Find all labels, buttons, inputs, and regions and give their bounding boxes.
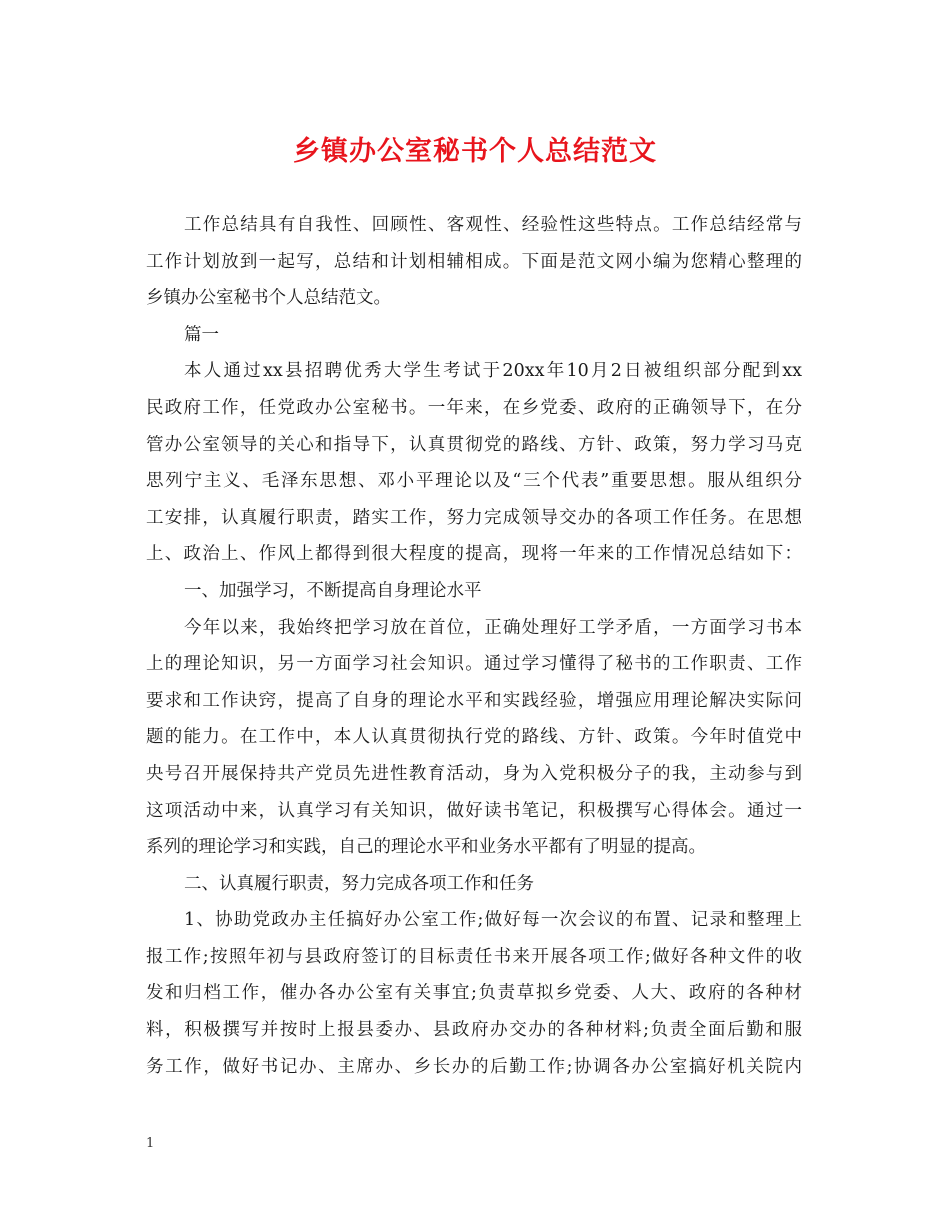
paragraph-line: 发和归档工作，催办各办公室有关事宜;负责草拟乡党委、人大、政府的各种材 xyxy=(146,983,802,1004)
paragraph-line: 工作计划放到一起写，总结和计划相辅相成。下面是范文网小编为您精心整理的 xyxy=(146,251,802,272)
document-body xyxy=(146,207,802,1085)
paragraph-line: 今年以来，我始终把学习放在首位，正确处理好工学矛盾，一方面学习书本 xyxy=(184,617,802,638)
paragraph-line: 央号召开展保持共产党员先进性教育活动，身为入党积极分子的我，主动参与到 xyxy=(146,763,802,784)
paragraph-line: 上、政治上、作风上都得到很大程度的提高，现将一年来的工作情况总结如下： xyxy=(146,544,802,565)
section-heading: 二、认真履行职责，努力完成各项工作和任务 xyxy=(184,873,534,894)
paragraph-line: 乡镇办公室秘书个人总结范文。 xyxy=(146,288,391,309)
paragraph-line: 上的理论知识，另一方面学习社会知识。通过学习懂得了秘书的工作职责、工作 xyxy=(146,654,802,675)
paragraph-line: 思列宁主义、毛泽东思想、邓小平理论以及“三个代表”重要思想。服从组织分 xyxy=(146,471,802,492)
paragraph-line: 工安排，认真履行职责，踏实工作，努力完成领导交办的各项工作任务。在思想 xyxy=(146,507,802,528)
section-label: 篇一 xyxy=(184,324,219,345)
paragraph-line: 报工作;按照年初与县政府签订的目标责任书来开展各项工作;做好各种文件的收 xyxy=(146,946,802,967)
paragraph-line: 务工作，做好书记办、主席办、乡长办的后勤工作;协调各办公室搞好机关院内 xyxy=(146,1056,802,1077)
paragraph-line: 系列的理论学习和实践，自己的理论水平和业务水平都有了明显的提高。 xyxy=(146,837,706,858)
paragraph-line: 这项活动中来，认真学习有关知识，做好读书笔记，积极撰写心得体会。通过一 xyxy=(146,800,802,821)
section-heading: 一、加强学习，不断提高自身理论水平 xyxy=(184,580,482,601)
paragraph-line: 民政府工作，任党政办公室秘书。一年来，在乡党委、政府的正确领导下，在分 xyxy=(146,397,802,418)
paragraph-line: 本人通过xx县招聘优秀大学生考试于20xx年10月2日被组织部分配到xx xyxy=(184,361,802,382)
paragraph-line: 管办公室领导的关心和指导下，认真贯彻党的路线、方针、政策，努力学习马克 xyxy=(146,434,802,455)
paragraph-line: 1、协助党政办主任搞好办公室工作;做好每一次会议的布置、记录和整理上 xyxy=(184,910,802,931)
paragraph-line: 要求和工作诀窍，提高了自身的理论水平和实践经验，增强应用理论解决实际问 xyxy=(146,690,802,711)
paragraph-line: 工作总结具有自我性、回顾性、客观性、经验性这些特点。工作总结经常与 xyxy=(184,215,802,235)
paragraph-line: 料，积极撰写并按时上报县委办、县政府办交办的各种材料;负责全面后勤和服 xyxy=(146,1020,802,1041)
paragraph-line: 题的能力。在工作中，本人认真贯彻执行党的路线、方针、政策。今年时值党中 xyxy=(146,727,802,748)
document-title: 乡镇办公室秘书个人总结范文 xyxy=(293,136,657,167)
page-number: 1 xyxy=(146,1136,155,1151)
